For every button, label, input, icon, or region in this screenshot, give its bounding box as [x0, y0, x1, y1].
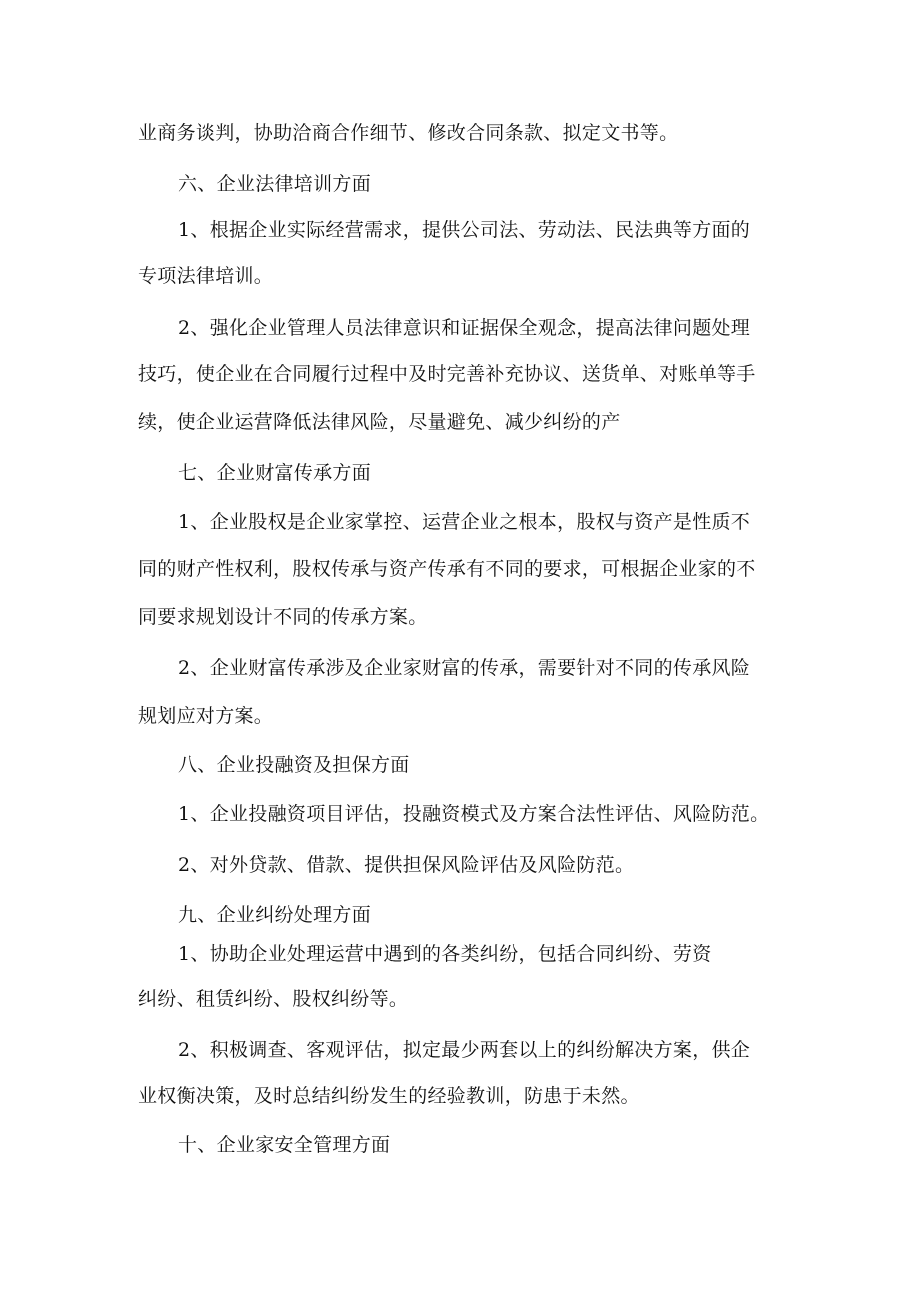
text-line-continuation: 业商务谈判，协助洽商合作细节、修改合同条款、拟定文书等。: [138, 122, 679, 144]
paragraph-7-2-line-1: 2、企业财富传承涉及企业家财富的传承，需要针对不同的传承风险: [178, 657, 751, 679]
paragraph-9-1-line-2: 纠纷、租赁纠纷、股权纠纷等。: [138, 988, 409, 1010]
paragraph-6-2-line-3: 续，使企业运营降低法律风险，尽量避免、减少纠纷的产: [138, 411, 621, 433]
section-heading-8: 八、企业投融资及担保方面: [178, 754, 410, 776]
paragraph-6-1-line-1: 1、根据企业实际经营需求，提供公司法、劳动法、民法典等方面的: [178, 219, 751, 241]
section-heading-10: 十、企业家安全管理方面: [178, 1134, 391, 1156]
paragraph-6-2-line-1: 2、强化企业管理人员法律意识和证据保全观念，提高法律问题处理: [178, 317, 751, 339]
paragraph-7-1-line-3: 同要求规划设计不同的传承方案。: [138, 606, 428, 628]
paragraph-6-1-line-2: 专项法律培训。: [138, 265, 274, 287]
section-heading-9: 九、企业纠纷处理方面: [178, 904, 372, 926]
paragraph-9-2-line-1: 2、积极调查、客观评估，拟定最少两套以上的纠纷解决方案，供企: [178, 1039, 751, 1061]
paragraph-7-2-line-2: 规划应对方案。: [138, 705, 274, 727]
section-heading-6: 六、企业法律培训方面: [178, 173, 372, 195]
section-heading-7: 七、企业财富传承方面: [178, 462, 372, 484]
paragraph-6-2-line-2: 技巧，使企业在合同履行过程中及时完善补充协议、送货单、对账单等手: [138, 363, 756, 385]
paragraph-7-1-line-1: 1、企业股权是企业家掌控、运营企业之根本，股权与资产是性质不: [178, 511, 751, 533]
paragraph-9-1-line-1: 1、协助企业处理运营中遇到的各类纠纷，包括合同纠纷、劳资: [178, 943, 712, 965]
paragraph-8-2: 2、对外贷款、借款、提供担保风险评估及风险防范。: [178, 854, 635, 876]
paragraph-9-2-line-2: 业权衡决策，及时总结纠纷发生的经验教训，防患于未然。: [138, 1085, 640, 1107]
paragraph-8-1: 1、企业投融资项目评估，投融资模式及方案合法性评估、风险防范。: [178, 803, 770, 825]
paragraph-7-1-line-2: 同的财产性权利，股权传承与资产传承有不同的要求，可根据企业家的不: [138, 558, 756, 580]
